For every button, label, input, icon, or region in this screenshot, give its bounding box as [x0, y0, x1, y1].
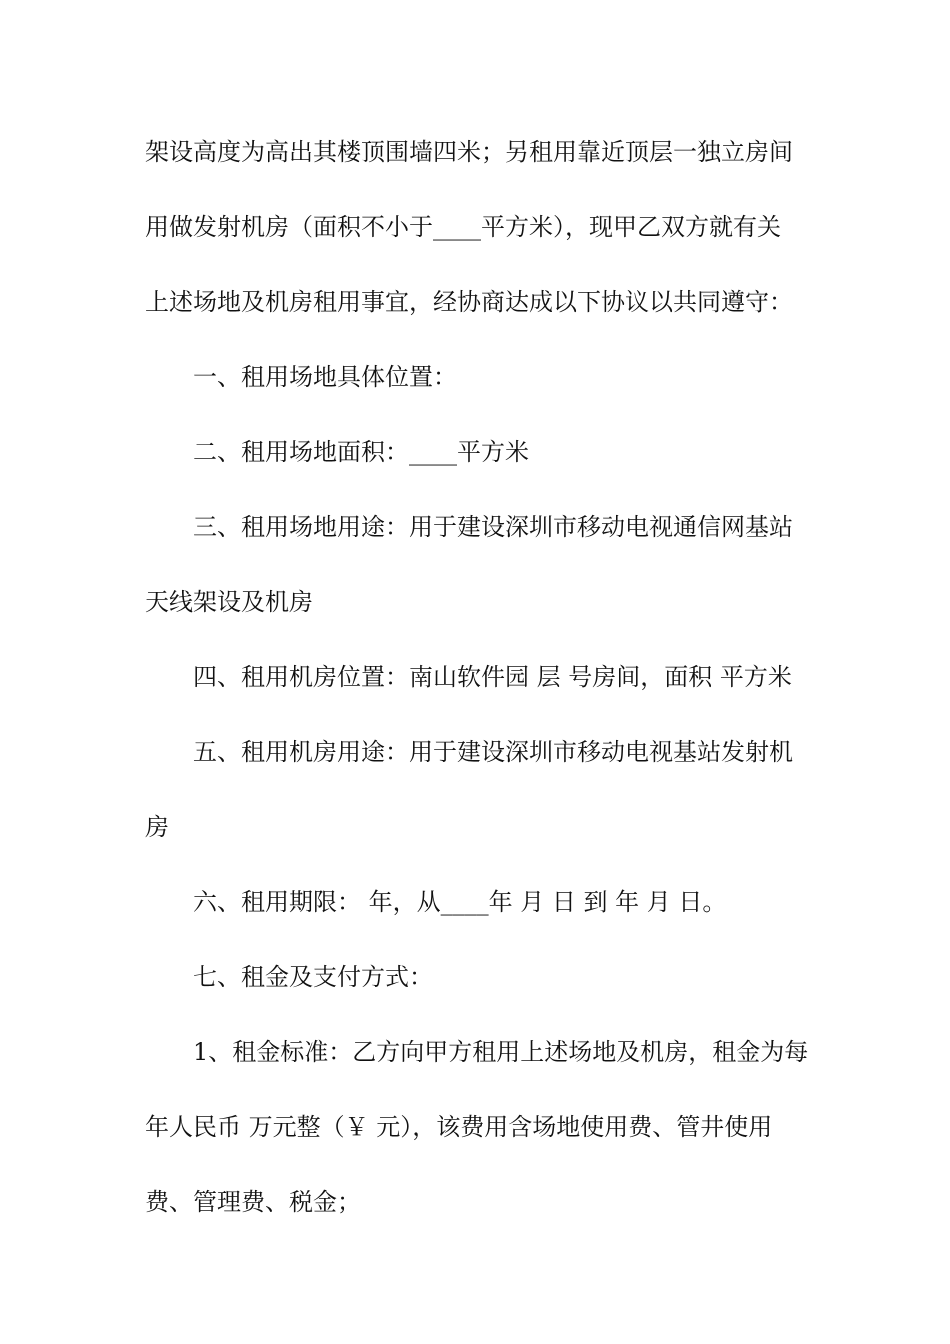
clause-3-purpose-cont: 天线架设及机房 [145, 588, 313, 616]
clause-5-room-purpose: 五、租用机房用途：用于建设深圳市移动电视基站发射机 [193, 738, 793, 766]
clause-7-1-rent-standard-end: 费、管理费、税金； [145, 1188, 361, 1216]
clause-7-1-rent-standard: 1、租金标准：乙方向甲方租用上述场地及机房，租金为每 [193, 1038, 809, 1066]
clause-4-room-location: 四、租用机房位置：南山软件园 层 号房间，面积 平方米 [193, 663, 792, 691]
clause-7-rent-payment: 七、租金及支付方式： [193, 963, 433, 991]
text-line-2: 用做发射机房（面积不小于____平方米），现甲乙双方就有关 [145, 213, 781, 241]
text-line-3: 上述场地及机房租用事宜，经协商达成以下协议以共同遵守： [145, 288, 793, 316]
clause-5-room-purpose-cont: 房 [145, 813, 169, 841]
clause-2-area: 二、租用场地面积：____平方米 [193, 438, 529, 466]
text-line-1: 架设高度为高出其楼顶围墙四米；另租用靠近顶层一独立房间 [145, 138, 793, 166]
clause-3-purpose: 三、租用场地用途：用于建设深圳市移动电视通信网基站 [193, 513, 793, 541]
clause-1-location: 一、租用场地具体位置： [193, 363, 457, 391]
clause-7-1-rent-standard-cont: 年人民币 万元整（￥ 元），该费用含场地使用费、管井使用 [145, 1113, 773, 1141]
clause-6-term: 六、租用期限： 年，从____年 月 日 到 年 月 日。 [193, 888, 727, 916]
